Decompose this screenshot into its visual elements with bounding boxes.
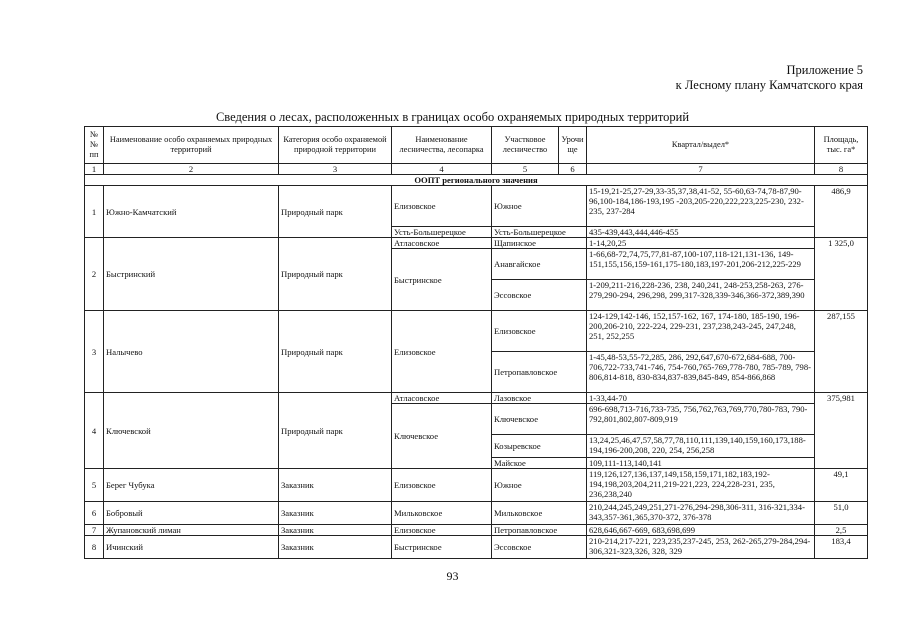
- row-num: 4: [85, 393, 104, 469]
- row-district: Козыревское: [492, 435, 587, 458]
- protected-areas-table: [84, 126, 868, 559]
- document-title: Сведения о лесах, расположенных в границах особо охраняемых природных территорий: [215, 110, 690, 124]
- row-area: 287,155: [815, 311, 868, 393]
- header-name: Наименование особо охраняемых природных территорий: [104, 127, 279, 164]
- table-row: [85, 502, 868, 525]
- header-forestry: Наименование лесничества, лесопарка: [392, 127, 492, 164]
- row-name: Быстринский: [104, 238, 279, 311]
- row-num: 2: [85, 238, 104, 311]
- row-quarter: 435-439,443,444,446-455: [587, 227, 815, 238]
- row-quarter: 696-698,713-716,733-735, 756,762,763,769,770,780-783, 790-792,801,802,807-809,919: [587, 404, 815, 435]
- row-num: 7: [85, 525, 104, 536]
- table-row: [85, 238, 868, 249]
- col-number: 3: [279, 164, 392, 175]
- row-quarter: 124-129,142-146, 152,157-162, 167, 174-180, 185-190, 196-200,206-210, 222-224, 229-231, 237,238,243-245, 247,248, 251, 252,255: [587, 311, 815, 352]
- col-number: 4: [392, 164, 492, 175]
- row-area: 183,4: [815, 536, 868, 559]
- row-district: Петропавловское: [492, 525, 587, 536]
- row-district: Лазовское: [492, 393, 587, 404]
- row-forestry: Мильковское: [392, 502, 492, 525]
- row-category: Природный парк: [279, 238, 392, 311]
- row-district: Южное: [492, 186, 587, 227]
- col-number: 5: [492, 164, 559, 175]
- row-category: Заказник: [279, 536, 392, 559]
- row-district: Мильковское: [492, 502, 587, 525]
- row-quarter: 119,126,127,136,137,149,158,159,171,182,183,192-194,198,203,204,211,219-221,223, 224,228-231, 235, 236,238,240: [587, 469, 815, 502]
- row-forestry: Быстринское: [392, 536, 492, 559]
- row-area: 51,0: [815, 502, 868, 525]
- row-district: Щапинское: [492, 238, 587, 249]
- row-forestry: Елизовское: [392, 469, 492, 502]
- page-number: 93: [446, 569, 459, 583]
- row-quarter: 210,244,245,249,251,271-276,294-298,306-311, 316-321,334-343,357-361,365,370-372, 376-378: [587, 502, 815, 525]
- row-area: 375,981: [815, 393, 868, 469]
- appendix-line-1: Приложение 5: [786, 63, 863, 77]
- row-district: Эссовское: [492, 280, 587, 311]
- header-area: Площадь, тыс. га*: [815, 127, 868, 164]
- appendix-note: [676, 63, 863, 93]
- row-name: Жупановский лиман: [104, 525, 279, 536]
- row-quarter: 1-209,211-216,228-236, 238, 240,241, 248-253,258-263, 276-279,290-294, 296,298, 299,317-328,339-346,366-372,389,390: [587, 280, 815, 311]
- row-forestry: Елизовское: [392, 525, 492, 536]
- row-district: Эссовское: [492, 536, 587, 559]
- col-number: 2: [104, 164, 279, 175]
- row-quarter: 13,24,25,46,47,57,58,77,78,110,111,139,140,159,160,173,188-194,196-200,208, 220, 254, 256,258: [587, 435, 815, 458]
- table-row: [85, 393, 868, 404]
- table-row: [85, 311, 868, 352]
- row-forestry: Елизовское: [392, 186, 492, 227]
- row-forestry: Елизовское: [392, 311, 492, 393]
- row-name: Ичинский: [104, 536, 279, 559]
- row-forestry: Атласовское: [392, 393, 492, 404]
- table-row: [85, 469, 868, 502]
- row-name: Налычево: [104, 311, 279, 393]
- row-quarter: 210-214,217-221, 223,235,237-245, 253, 262-265,279-284,294-306,321-323,326, 328, 329: [587, 536, 815, 559]
- row-forestry: Ключевское: [392, 404, 492, 469]
- row-area: 486,9: [815, 186, 868, 238]
- row-category: Природный парк: [279, 186, 392, 238]
- row-district: Южное: [492, 469, 587, 502]
- row-district: Майское: [492, 458, 587, 469]
- row-category: Природный парк: [279, 311, 392, 393]
- row-quarter: 1-14,20,25: [587, 238, 815, 249]
- row-num: 3: [85, 311, 104, 393]
- row-quarter: 109,111-113,140,141: [587, 458, 815, 469]
- appendix-line-2: к Лесному плану Камчатского края: [675, 78, 863, 92]
- table-row: [85, 186, 868, 227]
- section-title: ООПТ регионального значения: [85, 175, 868, 186]
- row-quarter: 15-19,21-25,27-29,33-35,37,38,41-52, 55-60,63-74,78-87,90-96,100-184,186-193,195 -203,205-220,222,223,225-230, 232-235, 237-284: [587, 186, 815, 227]
- row-quarter: 1-33,44-70: [587, 393, 815, 404]
- header-row: [85, 127, 868, 164]
- row-num: 6: [85, 502, 104, 525]
- row-area: 49,1: [815, 469, 868, 502]
- section-row: [85, 175, 868, 186]
- row-district: Елизовское: [492, 311, 587, 352]
- row-forestry: Атласовское: [392, 238, 492, 249]
- col-number: 8: [815, 164, 868, 175]
- row-category: Природный парк: [279, 393, 392, 469]
- row-district: Петропавловское: [492, 352, 587, 393]
- row-district: Анавгайское: [492, 249, 587, 280]
- row-forestry: Быстринское: [392, 249, 492, 311]
- header-tract: Урочи ще: [559, 127, 587, 164]
- row-quarter: 1-45,48-53,55-72,285, 286, 292,647,670-672,684-688, 700-706,722-733,741-746, 754-760,765-769,778-780, 785-789, 798-806,814-818, 830-834,837-839,845-849, 854-866,868: [587, 352, 815, 393]
- header-quarter: Квартал/выдел*: [587, 127, 815, 164]
- row-num: 1: [85, 186, 104, 238]
- table-row: [85, 525, 868, 536]
- row-num: 8: [85, 536, 104, 559]
- row-category: Заказник: [279, 525, 392, 536]
- table-row: [85, 536, 868, 559]
- row-area: 2,5: [815, 525, 868, 536]
- header-category: Категория особо охраняемой природной территории: [279, 127, 392, 164]
- row-forestry: Усть-Большерецкое: [392, 227, 492, 238]
- header-num: № № пп: [85, 127, 104, 164]
- row-category: Заказник: [279, 502, 392, 525]
- row-district: Усть-Большерецкое: [492, 227, 587, 238]
- col-number: 1: [85, 164, 104, 175]
- row-quarter: 628,646,667-669, 683,698,699: [587, 525, 815, 536]
- row-name: Берег Чубука: [104, 469, 279, 502]
- row-district: Ключевское: [492, 404, 587, 435]
- row-name: Бобровый: [104, 502, 279, 525]
- row-name: Ключевской: [104, 393, 279, 469]
- row-area: 1 325,0: [815, 238, 868, 311]
- row-category: Заказник: [279, 469, 392, 502]
- col-number: 7: [587, 164, 815, 175]
- col-number: 6: [559, 164, 587, 175]
- header-district: Участковое лесничество: [492, 127, 559, 164]
- column-number-row: [85, 164, 868, 175]
- row-quarter: 1-66,68-72,74,75,77,81-87,100-107,118-121,131-136, 149-151,155,156,159-161,175-180,183,197-201,206-212,225-229: [587, 249, 815, 280]
- row-name: Южно-Камчатский: [104, 186, 279, 238]
- row-num: 5: [85, 469, 104, 502]
